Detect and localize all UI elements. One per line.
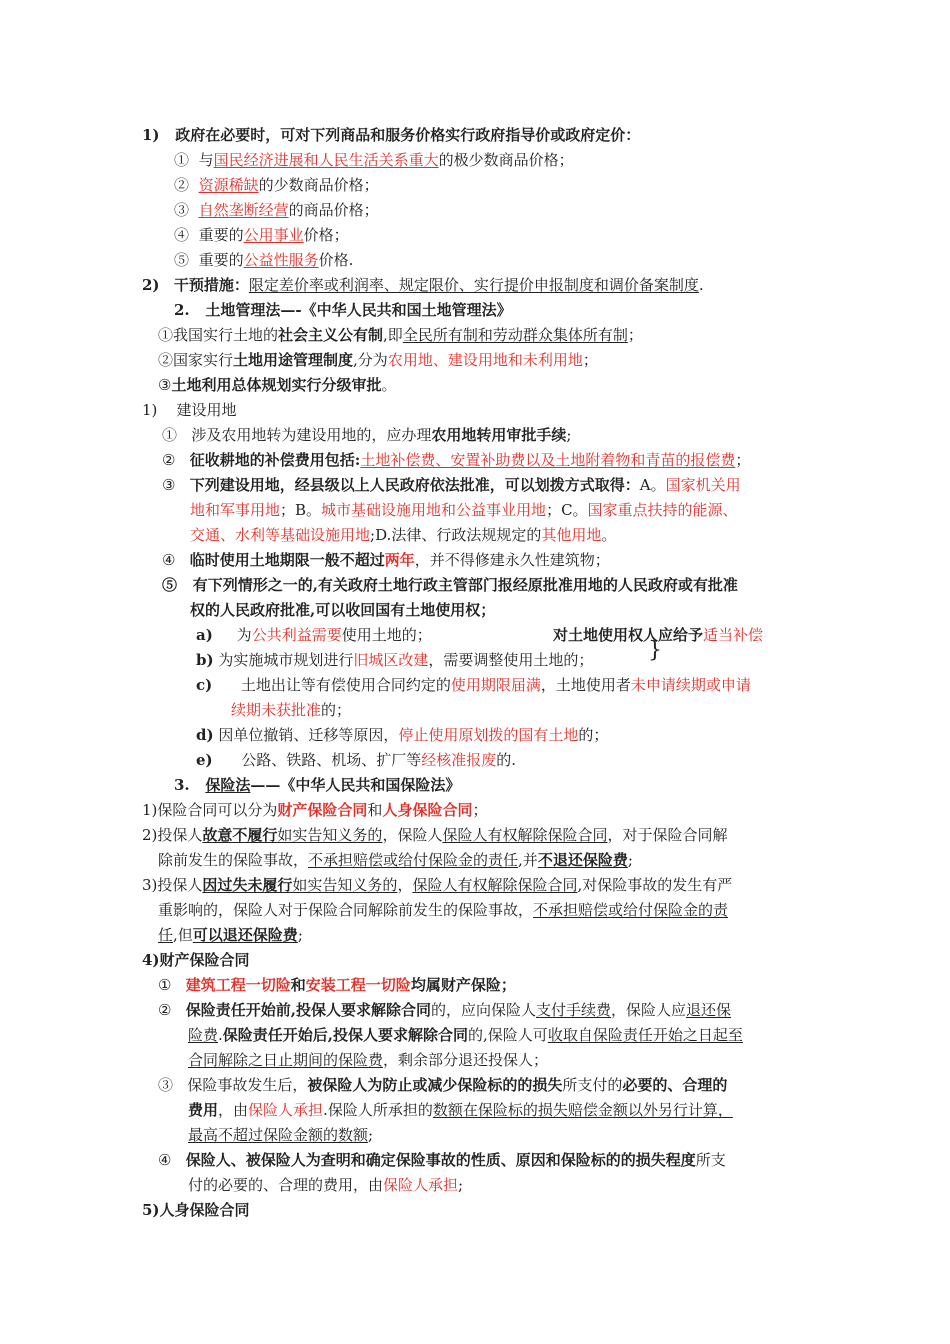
- item-text: 与: [198, 151, 214, 169]
- brace-icon: }: [648, 638, 662, 663]
- item-letter: d): [196, 726, 214, 744]
- bold-text: 下列建设用地，经县级以上人民政府依法批准，可以划拨方式取得：: [189, 476, 640, 494]
- underlined-text: 如实告知义务的: [277, 826, 383, 844]
- highlight-text: 国家机关用: [665, 476, 741, 494]
- item-text: 的少数商品价格；: [258, 176, 379, 194]
- item-text: ②国家实行: [158, 351, 234, 369]
- item-text: 的,保险人可: [468, 1026, 548, 1044]
- property-item-2: [158, 998, 731, 1023]
- bold-text: 有下列情形之一的,有关政府土地行政主管部门报经原批准用地的人民政府或有批准: [192, 576, 738, 594]
- underlined-text: 任: [158, 926, 174, 944]
- item-number: ①: [158, 976, 172, 994]
- underlined-text: 支付手续费: [536, 1001, 612, 1019]
- underlined-text: 如实告知义务的: [292, 876, 398, 894]
- item-text: ,对保险事故的发生有严: [577, 876, 733, 894]
- item-text: 为实施城市规划进行: [218, 651, 354, 669]
- item-number: ②: [158, 1001, 172, 1019]
- item-text: 价格；: [303, 226, 349, 244]
- item-text: ，保险人: [382, 826, 443, 844]
- item-letter: a): [196, 626, 213, 644]
- item-text: ，对于保险合同解: [607, 826, 728, 844]
- item-text: 价格.: [318, 251, 354, 269]
- underlined-text: 合同解除之日止期间的保险费: [188, 1051, 384, 1069]
- construction-item-3-cont: [190, 498, 738, 523]
- item-text: 保险事故发生后，: [187, 1076, 308, 1094]
- construction-item-3: [162, 473, 741, 498]
- item-text: ；: [472, 801, 488, 819]
- item-letter: e): [196, 751, 213, 769]
- land-line-1: [158, 323, 643, 348]
- bold-text: 被保险人为防止或减少保险标的的损失: [307, 1076, 563, 1094]
- insurance-law-title: [174, 773, 460, 798]
- bold-text: 社会主义公有制: [278, 326, 384, 344]
- price-item-3: [174, 198, 379, 223]
- highlight-text: 农用地、建设用地和未利用地: [387, 351, 583, 369]
- item-text: ，剩余部分退还投保人；: [383, 1051, 549, 1069]
- life-insurance-heading: [142, 1198, 250, 1223]
- highlight-text: 交通、水利等基础设施用地: [190, 526, 371, 544]
- highlight-text: 公用事业: [243, 226, 304, 244]
- item-text: 重影响的，保险人对于保险合同解除前发生的保险事故，: [158, 901, 534, 919]
- sub-item-e: [196, 748, 516, 773]
- underlined-text: 限定差价率或利润率、规定限价、实行提价申报制度和调价备案制度: [248, 276, 699, 294]
- item-text: ①我国实行土地的: [158, 326, 279, 344]
- highlight-text: 未申请续期或申请: [630, 676, 751, 694]
- item-text: ,即: [383, 326, 403, 344]
- bold-text: 均属财产保险；: [410, 976, 516, 994]
- construction-item-1: [162, 423, 571, 448]
- underlined-text: 全民所有制和劳动群众集体所有制: [402, 326, 628, 344]
- heading-text: 4)财产保险合同: [142, 951, 250, 969]
- bold-text: 保险责任开始后,投保人要求解除合同: [222, 1026, 469, 1044]
- highlight-text: 自然垄断经营: [198, 201, 289, 219]
- bold-text: 故意不履行: [202, 826, 278, 844]
- construction-item-5: [162, 573, 738, 598]
- property-item-3-cont: [188, 1098, 733, 1123]
- item-text: ;: [458, 1176, 464, 1194]
- construction-item-5-cont: [190, 598, 495, 623]
- underlined-text: 收取自保险责任开始之日起至: [547, 1026, 743, 1044]
- item-text: ;: [368, 1126, 374, 1144]
- price-item-1: [174, 148, 574, 173]
- insurance-line-3-cont: [158, 898, 728, 923]
- highlight-text: 资源稀缺: [198, 176, 259, 194]
- section-title: 保险法: [205, 776, 251, 794]
- item-text: 公路、铁路、机场、扩厂等: [241, 751, 422, 769]
- item-text: 的.: [496, 751, 517, 769]
- item-text: ，: [397, 876, 413, 894]
- item-text: 重要的: [198, 226, 244, 244]
- item-text: 所支: [695, 1151, 726, 1169]
- highlight-text: 保险人承担: [383, 1176, 459, 1194]
- item-number: ②: [174, 176, 190, 194]
- heading-text: 5)人身保险合同: [142, 1201, 250, 1219]
- highlight-text: 公益性服务: [243, 251, 319, 269]
- section-number: 3.: [174, 776, 190, 794]
- highlight-text: 保险人承担: [248, 1101, 324, 1119]
- highlight-text: 国家重点扶持的能源、: [587, 501, 738, 519]
- insurance-line-2-cont: [158, 848, 633, 873]
- item-text: 的，应向保险人: [431, 1001, 537, 1019]
- item-number: ①: [162, 426, 178, 444]
- property-item-4: [158, 1148, 726, 1173]
- property-item-3-cont2: [188, 1123, 373, 1148]
- land-line-3: [158, 373, 396, 398]
- bold-text: 可以退还保险费: [192, 926, 298, 944]
- item-text: ;: [297, 926, 303, 944]
- price-section-heading: [142, 123, 640, 148]
- item-number: ⑤: [174, 251, 190, 269]
- item-text: 2)投保人: [142, 826, 203, 844]
- underlined-text: 数额在保险标的损失赔偿金额以外另行计算，: [432, 1101, 733, 1119]
- insurance-line-3: [142, 873, 732, 898]
- insurance-line-2: [142, 823, 727, 848]
- bold-text: 和: [290, 976, 306, 994]
- bold-text: 不退还保险费: [537, 851, 628, 869]
- bold-text: 费用: [188, 1101, 219, 1119]
- underlined-text: 不承担赔偿或给付保险金的责任: [308, 851, 519, 869]
- list-number: 2): [142, 276, 160, 294]
- underlined-text: 最高不超过保险金额的数额: [188, 1126, 369, 1144]
- construction-item-3-cont2: [190, 523, 616, 548]
- intervention-line: [142, 273, 704, 298]
- item-text: 除前发生的保险事故，: [158, 851, 309, 869]
- highlight-text: 续期未获批准: [231, 701, 322, 719]
- highlight-text: 建筑工程一切险: [185, 976, 291, 994]
- item-text: ，需要调整使用土地的；: [428, 651, 594, 669]
- heading-text: 干预措施：: [173, 276, 249, 294]
- price-item-2: [174, 173, 379, 198]
- item-number: ④: [174, 226, 190, 244]
- highlight-text: 使用期限届满: [450, 676, 541, 694]
- item-text: 因单位撤销、迁移等原因，: [218, 726, 399, 744]
- item-text: 和: [367, 801, 383, 819]
- item-text: 。: [601, 526, 617, 544]
- item-text: ，保险人应: [611, 1001, 687, 1019]
- item-text: .保险人所承担的: [323, 1101, 433, 1119]
- underlined-text: 退还保: [686, 1001, 732, 1019]
- highlight-text: 停止使用原划拨的国有土地: [398, 726, 579, 744]
- section-number: 2.: [174, 301, 190, 319]
- heading-text: 政府在必要时，可对下列商品和服务价格实行政府指导价或政府定价：: [175, 126, 641, 144]
- item-number: ④: [162, 551, 176, 569]
- underlined-text: 险费: [188, 1026, 219, 1044]
- sub-item-b: [196, 648, 593, 673]
- insurance-line-3-cont2: [158, 923, 303, 948]
- section-title: ——《中华人民共和国保险法》: [250, 776, 461, 794]
- construction-item-2: [162, 448, 750, 473]
- highlight-text: 城市基础设施用地和公益事业用地: [321, 501, 547, 519]
- item-text: 涉及农用地转为建设用地的，应办理: [191, 426, 432, 444]
- bold-text: 征收耕地的补偿费用包括:: [189, 451, 361, 469]
- item-number: ④: [158, 1151, 172, 1169]
- insurance-line-1: [142, 798, 487, 823]
- highlight-text: 经核准报废: [421, 751, 497, 769]
- land-law-title: [174, 298, 512, 323]
- underlined-text: 保险人有权解除保险合同: [442, 826, 608, 844]
- price-item-5: [174, 248, 353, 273]
- property-item-3: [158, 1073, 727, 1098]
- item-text: ；: [582, 351, 598, 369]
- item-number: ②: [162, 451, 176, 469]
- item-letter: c): [196, 676, 213, 694]
- item-text: 土地出让等有偿使用合同约定的: [240, 676, 451, 694]
- item-number: ③: [158, 1076, 174, 1094]
- highlight-text: 土地补偿费、安置补助费以及土地附着物和青苗的报偿费: [360, 451, 736, 469]
- item-text: ③: [158, 376, 172, 394]
- item-number: ③: [174, 201, 190, 219]
- list-number: 1): [142, 126, 160, 144]
- bold-text: 临时使用土地期限一般不超过: [189, 551, 385, 569]
- bold-text: 农用地转用审批手续: [431, 426, 567, 444]
- bold-text: 保险责任开始前,投保人要求解除合同: [185, 1001, 431, 1019]
- section-title: 土地管理法—-《中华人民共和国土地管理法》: [205, 301, 512, 319]
- property-item-2-cont2: [188, 1048, 548, 1073]
- bold-text: 保险人、被保险人为查明和确定保险事故的性质、原因和保险标的的损失程度: [185, 1151, 696, 1169]
- item-text: .: [698, 276, 704, 294]
- item-text: ;: [627, 851, 633, 869]
- item-text: 1)保险合同可以分为: [142, 801, 278, 819]
- property-item-2-cont: [188, 1023, 743, 1048]
- item-text: ，并不得修建永久性建筑物；: [414, 551, 610, 569]
- bold-text: 土地利用总体规划实行分级审批: [171, 376, 382, 394]
- item-text: 使用土地的；: [341, 626, 432, 644]
- item-text: 3)投保人: [142, 876, 203, 894]
- sub-item-c: [196, 673, 751, 698]
- highlight-text: 适当补偿: [703, 626, 764, 644]
- price-item-4: [174, 223, 349, 248]
- item-text: ;D.法律、行政法规规定的: [370, 526, 542, 544]
- property-item-1: [158, 973, 516, 998]
- highlight-text: 两年: [384, 551, 415, 569]
- item-text: 的极少数商品价格；: [438, 151, 574, 169]
- item-text: ;: [566, 426, 572, 444]
- highlight-text: 地和军事用地: [190, 501, 281, 519]
- item-text: 的商品价格；: [288, 201, 379, 219]
- item-text: 。: [381, 376, 397, 394]
- item-text: 的；: [578, 726, 609, 744]
- item-number: ③: [162, 476, 176, 494]
- bold-text: 土地用途管理制度: [233, 351, 354, 369]
- item-text: ，土地使用者: [540, 676, 631, 694]
- bold-text: 因过失未履行: [202, 876, 293, 894]
- land-line-2: [158, 348, 598, 373]
- bold-text: 必要的、合理的: [622, 1076, 728, 1094]
- item-text: ,但: [173, 926, 193, 944]
- item-text: ,分为: [353, 351, 388, 369]
- highlight-text: 国民经济进展和人民生活关系重大: [213, 151, 439, 169]
- highlight-text: 人身保险合同: [382, 801, 473, 819]
- item-text: 所支付的: [562, 1076, 623, 1094]
- property-item-4-cont: [188, 1173, 463, 1198]
- sub-item-d: [196, 723, 608, 748]
- item-text: 的；: [321, 701, 352, 719]
- item-text: ；C。: [546, 501, 588, 519]
- item-letter: b): [196, 651, 214, 669]
- item-text: 为: [236, 626, 252, 644]
- construction-land-heading: [142, 398, 237, 423]
- item-text: A。: [639, 476, 666, 494]
- item-text: .: [218, 1026, 223, 1044]
- sub-item-a: [196, 623, 432, 648]
- highlight-text: 旧城区改建: [353, 651, 429, 669]
- underlined-text: 不承担赔偿或给付保险金的责: [533, 901, 729, 919]
- item-text: ；: [627, 326, 643, 344]
- highlight-text: 财产保险合同: [277, 801, 368, 819]
- bold-text: 权的人民政府批准,可以收回国有土地使用权；: [190, 601, 496, 619]
- construction-item-4: [162, 548, 610, 573]
- highlight-text: 其他用地: [541, 526, 602, 544]
- list-number: 1): [142, 401, 158, 419]
- underlined-text: 保险人有权解除保险合同: [412, 876, 578, 894]
- item-text: ,并: [518, 851, 538, 869]
- highlight-text: 安装工程一切险: [305, 976, 411, 994]
- item-text: 重要的: [198, 251, 244, 269]
- item-text: ；B。: [280, 501, 322, 519]
- heading-text: 建设用地: [176, 401, 237, 419]
- highlight-text: 公共利益需要: [251, 626, 342, 644]
- item-text: 付的必要的、合理的费用，由: [188, 1176, 384, 1194]
- item-text: ；: [735, 451, 751, 469]
- item-number: ⑤: [162, 576, 178, 594]
- sub-item-c-cont: [231, 698, 351, 723]
- bold-text: 对土地使用权人应给予: [553, 626, 704, 644]
- item-text: ，由: [218, 1101, 249, 1119]
- item-number: ①: [174, 151, 190, 169]
- property-insurance-heading: [142, 948, 250, 973]
